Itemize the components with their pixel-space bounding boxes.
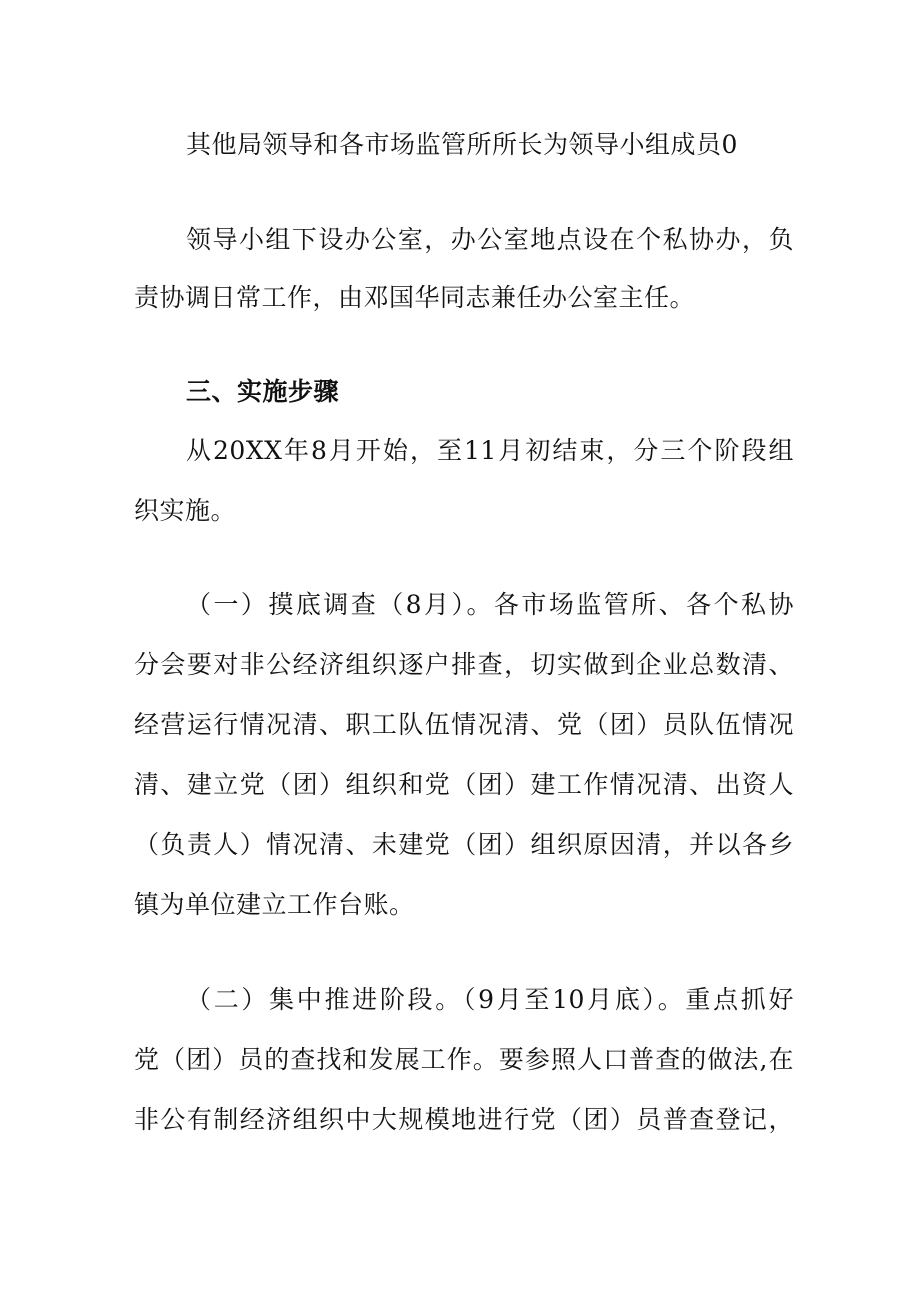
paragraph-2-line-2: 责协调日常工作，由邓国华同志兼任办公室主任。 xyxy=(134,283,696,312)
paragraph-4-line-3: 经营运行情况清、职工队伍情况清、党（团）员队伍情况 xyxy=(134,710,794,739)
section-heading: 三、实施步骤 xyxy=(186,377,340,406)
paragraph-3-line-2: 织实施。 xyxy=(134,496,237,525)
paragraph-5-line-2: 党（团）员的查找和发展工作。要参照人口普查的做法,在 xyxy=(134,1045,794,1074)
paragraph-4-line-1: （一）摸底调查（8月）。各市场监管所、各个私协 xyxy=(186,590,794,619)
paragraph-4-line-2: 分会要对非公经济组织逐户排查，切实做到企业总数清、 xyxy=(134,650,794,679)
paragraph-2-line-1: 领导小组下设办公室，办公室地点设在个私协办，负 xyxy=(186,225,794,254)
paragraph-4-line-5: （负责人）情况清、未建党（团）组织原因清，并以各乡 xyxy=(134,830,794,859)
paragraph-3-line-1: 从20XX年8月开始，至11月初结束，分三个阶段组 xyxy=(186,436,794,465)
paragraph-4-line-6: 镇为单位建立工作台账。 xyxy=(134,890,415,919)
paragraph-5-line-3: 非公有制经济组织中大规模地进行党（团）员普查登记， xyxy=(134,1105,794,1134)
paragraph-4-line-4: 清、建立党（团）组织和党（团）建工作情况清、出资人 xyxy=(134,770,794,799)
paragraph-1-line-1: 其他局领导和各市场监管所所长为领导小组成员0 xyxy=(186,130,738,159)
paragraph-5-line-1: （二）集中推进阶段。（9月至10月底）。重点抓好 xyxy=(186,985,794,1014)
